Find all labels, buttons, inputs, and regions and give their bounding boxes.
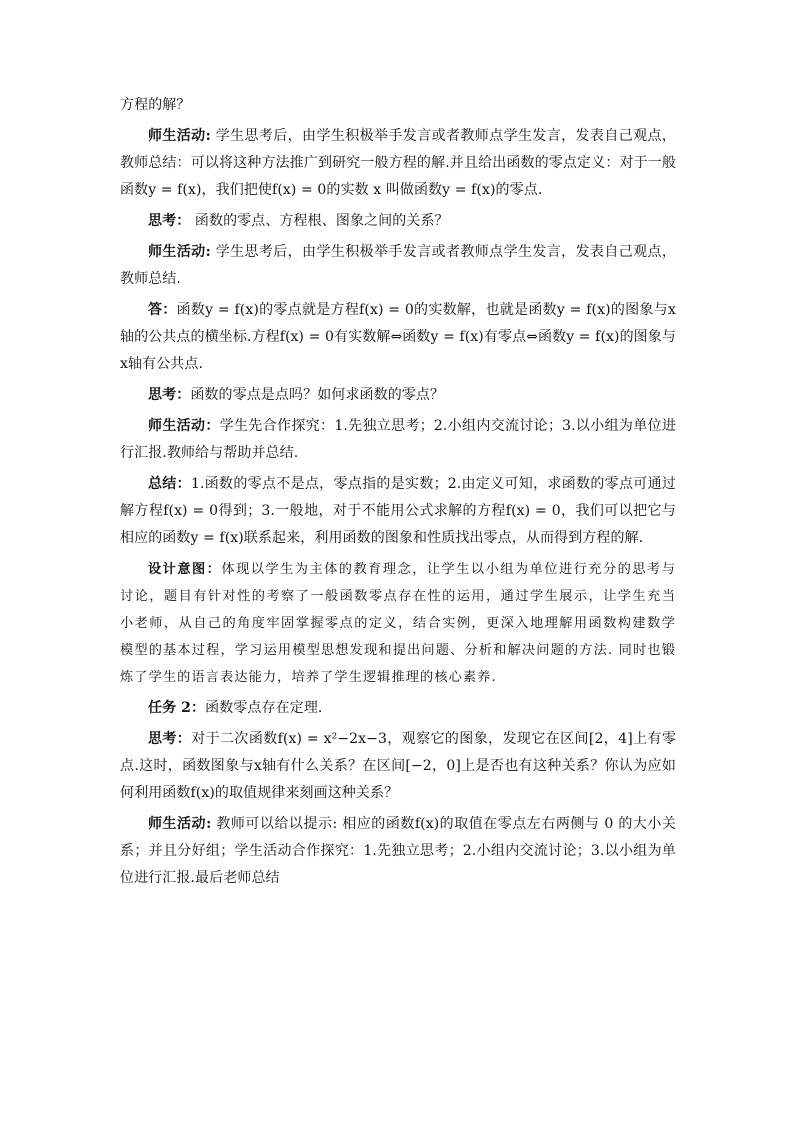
text: 体现以学生为主体的教育理念，让学生以小组为单位进行充分的思考与讨论，题目有针对性的考察了一般函数零点存在性的运用，通过学生展示，让学生充当小老师，从自己的角度牢固掌握零点的定义，结合实例，更深入地理解用函数构建数学模型的基本过程，学习运用模型思想发现和提出问题、分析和解决问题的方法. 同时也锻炼了学生的语言表达能力，培养了学生逻辑推理的核心素养.	[120, 562, 676, 685]
text: 教师可以给以提示: 相应的函数f(x)的取值在零点左右两侧与 0 的大小关系；并且分好组；学生活动合作探究：1.先独立思考；2.小组内交流讨论；3.以小组为单位进行汇报.最后老师总结	[120, 816, 676, 886]
paragraph-task-2	[120, 695, 676, 722]
paragraph-think-3	[120, 726, 676, 807]
label: 答：	[148, 302, 177, 318]
label: 师生活动:	[148, 244, 211, 260]
label: 总结：	[148, 476, 191, 492]
paragraph-teacher-activity-4	[120, 811, 676, 892]
text: 函数的零点是点吗？如何求函数的零点？	[190, 387, 445, 403]
label: 思考：	[148, 213, 191, 229]
paragraph-answer	[120, 297, 676, 378]
text: 函数y = f(x)的零点就是方程f(x) = 0的实数解，也就是函数y = f(x)的图象与x轴的公共点的横坐标.方程f(x) = 0有实数解⇔函数y = f(x)有零点⇔函数y = f(x)的图象与x轴有公共点.	[120, 302, 676, 372]
paragraph-think-2	[120, 382, 676, 409]
label: 师生活动:	[148, 128, 211, 144]
paragraph-think-1	[120, 208, 676, 235]
label: 思考：	[148, 387, 191, 403]
label: 师生活动:	[148, 816, 212, 832]
label: 师生活动：	[148, 418, 220, 434]
text: 对于二次函数f(x) = x²−2x−3，观察它的图象，发现它在区间[2，4]上有零点.这时，函数图象与x轴有什么关系？在区间[−2，0]上是否也有这种关系？你认为应如何利用函数f(x)的取值规律来刻画这种关系？	[120, 731, 676, 801]
paragraph-continuation: 方程的解？	[120, 97, 191, 113]
label: 任务 2：	[148, 700, 206, 716]
text: 函数的零点、方程根、图象之间的关系？	[190, 213, 449, 229]
text: 函数零点存在定理.	[205, 700, 323, 716]
label: 思考：	[148, 731, 192, 747]
paragraph-teacher-activity-2	[120, 239, 676, 293]
paragraph-summary	[120, 471, 676, 552]
label: 设计意图：	[148, 562, 222, 577]
text: 学生思考后，由学生积极举手发言或者教师点学生发言，发表自己观点，教师总结：可以将这种方法推广到研究一般方程的解.并且给出函数的零点定义：对于一般函数y = f(x)，我们把使f(x) = 0的实数 x 叫做函数y = f(x)的零点.	[120, 128, 676, 198]
text: 1.函数的零点不是点，零点指的是实数；2.由定义可知，求函数的零点可通过解方程f(x) = 0得到；3.一般地，对于不能用公式求解的方程f(x) = 0，我们可以把它与相应的函数y = f(x)联系起来，利用函数的图象和性质找出零点，从而得到方程的解.	[120, 476, 676, 546]
paragraph-teacher-activity-1	[120, 123, 676, 204]
text: 学生思考后，由学生积极举手发言或者教师点学生发言，发表自己观点，教师总结.	[120, 244, 676, 287]
text: 学生先合作探究：1.先独立思考；2.小组内交流讨论；3.以小组为单位进行汇报.教师给与帮助并总结.	[120, 418, 676, 461]
document-body	[120, 92, 676, 896]
paragraph-teacher-activity-3	[120, 413, 676, 467]
paragraph-design-intent	[120, 556, 676, 691]
